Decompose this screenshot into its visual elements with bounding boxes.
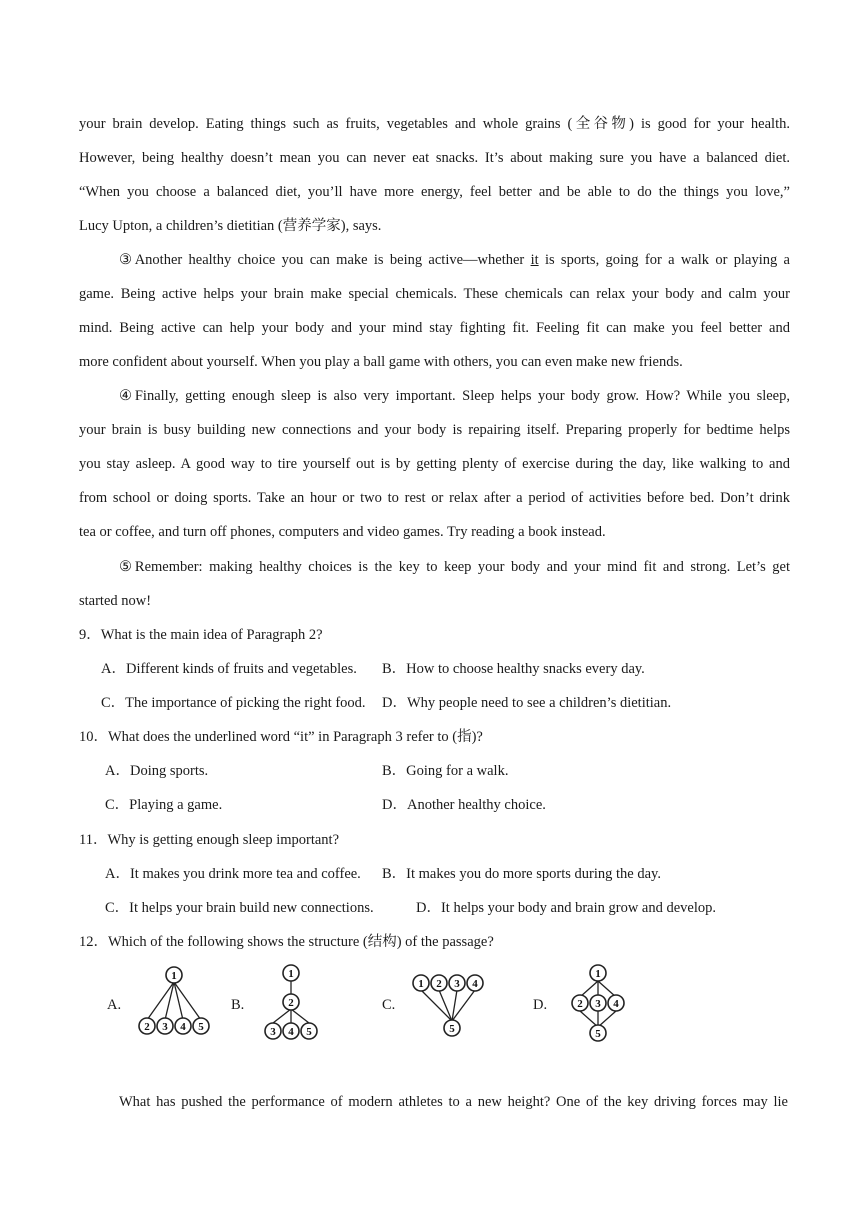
svg-text:5: 5 — [595, 1028, 601, 1040]
paragraph-4-line: ④Finally, getting enough sleep is also very important. Sleep helps your body grow. How? While you sleep, — [119, 388, 790, 404]
question-12-option-b-label[interactable]: B. — [231, 997, 245, 1013]
svg-text:1: 1 — [418, 978, 424, 990]
svg-text:5: 5 — [449, 1023, 455, 1035]
svg-text:2: 2 — [436, 978, 442, 990]
paragraph-3-text: is sports, going for a walk or playing a — [538, 252, 790, 268]
diagram-connector — [273, 1009, 291, 1023]
diagram-node — [193, 1018, 209, 1034]
structure-diagram-d[interactable] — [560, 958, 650, 1048]
diagram-connector — [452, 990, 475, 1021]
diagram-connector — [439, 990, 452, 1021]
question-10-option-c[interactable]: C．Playing a game. — [105, 797, 223, 813]
diagram-node — [265, 1023, 281, 1039]
paragraph-4-line: your brain is busy building new connections and your body is repairing itself. Preparing properly for bedtime helps — [79, 422, 790, 438]
diagram-node — [157, 1018, 173, 1034]
paragraph-5-line: ⑤Remember: making healthy choices is the key to keep your body and your mind fit and strong. Let’s get — [119, 559, 790, 575]
paragraph-3-line — [119, 250, 790, 270]
paragraph-2-line: “When you choose a balanced diet, you’ll have more energy, feel better and be able to do the things you love,” — [79, 184, 790, 200]
diagram-node — [166, 967, 182, 983]
diagram-node — [590, 995, 606, 1011]
svg-text:4: 4 — [613, 998, 619, 1010]
diagram-node — [413, 975, 429, 991]
diagram-node — [139, 1018, 155, 1034]
svg-text:1: 1 — [171, 970, 177, 982]
diagram-node — [175, 1018, 191, 1034]
paragraph-4-line: from school or doing sports. Take an hour or two to rest or relax after a period of activities before bed. Don’t drink — [79, 490, 790, 506]
diagram-connector — [598, 981, 616, 997]
question-9-option-c[interactable]: C．The importance of picking the right food. — [101, 695, 366, 711]
svg-text:1: 1 — [595, 968, 601, 980]
question-11-option-a[interactable]: A．It makes you drink more tea and coffee. — [105, 866, 361, 882]
paragraph-2-line: However, being healthy doesn’t mean you can never eat snacks. It’s about making sure you have a balanced diet. — [79, 150, 790, 166]
svg-text:5: 5 — [306, 1026, 312, 1038]
svg-text:2: 2 — [144, 1021, 150, 1033]
question-10-option-a[interactable]: A．Doing sports. — [105, 763, 209, 779]
svg-text:3: 3 — [162, 1021, 168, 1033]
svg-text:4: 4 — [288, 1026, 294, 1038]
svg-text:1: 1 — [288, 968, 294, 980]
diagram-connector — [580, 981, 598, 997]
diagram-connector — [291, 1009, 309, 1023]
svg-text:3: 3 — [270, 1026, 276, 1038]
diagram-connector — [421, 990, 452, 1021]
svg-text:3: 3 — [454, 978, 460, 990]
diagram-node — [572, 995, 588, 1011]
question-10-stem: 10．What does the underlined word “it” in Paragraph 3 refer to (指)? — [79, 729, 483, 745]
structure-diagram-a[interactable] — [128, 965, 228, 1045]
svg-text:4: 4 — [180, 1021, 186, 1033]
diagram-connector — [580, 1011, 598, 1027]
diagram-node — [283, 994, 299, 1010]
svg-text:2: 2 — [288, 997, 294, 1009]
underlined-word-it: it — [530, 252, 539, 268]
question-10-option-b[interactable]: B．Going for a walk. — [382, 763, 509, 779]
diagram-node — [590, 1025, 606, 1041]
diagram-node — [467, 975, 483, 991]
paragraph-3-line: game. Being active helps your brain make special chemicals. These chemicals can relax your body and calm your — [79, 286, 790, 302]
question-11-option-c[interactable]: C．It helps your brain build new connections. — [105, 900, 374, 916]
diagram-node — [444, 1020, 460, 1036]
paragraph-4-line: tea or coffee, and turn off phones, computers and video games. Try reading a book instead. — [79, 524, 606, 540]
diagram-node — [283, 1023, 299, 1039]
paragraph-3-line: more confident about yourself. When you play a ball game with others, you can even make new friends. — [79, 354, 683, 370]
svg-text:2: 2 — [577, 998, 583, 1010]
paragraph-2-line: your brain develop. Eating things such as fruits, vegetables and whole grains (全谷物) is good for your health. — [79, 116, 790, 132]
diagram-connector — [598, 1011, 616, 1027]
diagram-node — [608, 995, 624, 1011]
svg-text:5: 5 — [198, 1021, 204, 1033]
question-9-option-a[interactable]: A．Different kinds of fruits and vegetables. — [101, 661, 357, 677]
question-11-option-b[interactable]: B．It makes you do more sports during the day. — [382, 866, 661, 882]
question-12-option-c-label[interactable]: C. — [382, 997, 396, 1013]
diagram-node — [301, 1023, 317, 1039]
paragraph-5-line: started now! — [79, 593, 152, 609]
structure-diagram-c[interactable] — [404, 968, 504, 1048]
paragraph-4-line: you stay asleep. A good way to tire yourself out is by getting plenty of exercise during the day, like walking to and — [79, 456, 790, 472]
diagram-node — [431, 975, 447, 991]
diagram-node — [449, 975, 465, 991]
diagram-node — [590, 965, 606, 981]
question-10-option-d[interactable]: D．Another healthy choice. — [382, 797, 546, 813]
paragraph-3-text: ③Another healthy choice you can make is being active—whether — [119, 252, 531, 268]
question-9-option-b[interactable]: B．How to choose healthy snacks every day. — [382, 661, 645, 677]
question-9-stem: 9．What is the main idea of Paragraph 2? — [79, 627, 323, 643]
svg-text:3: 3 — [595, 998, 601, 1010]
question-11-stem: 11．Why is getting enough sleep important? — [79, 832, 340, 848]
next-passage-line: What has pushed the performance of modern athletes to a new height? One of the key driving forces may lie — [119, 1094, 788, 1110]
question-11-option-d[interactable]: D．It helps your body and brain grow and develop. — [416, 900, 717, 916]
svg-text:4: 4 — [472, 978, 478, 990]
structure-diagram-b[interactable] — [252, 958, 342, 1048]
question-9-option-d[interactable]: D．Why people need to see a children’s dietitian. — [382, 695, 672, 711]
paragraph-2-line: Lucy Upton, a children’s dietitian (营养学家), says. — [79, 218, 382, 234]
question-12-option-d-label[interactable]: D. — [533, 997, 548, 1013]
diagram-node — [283, 965, 299, 981]
question-12-stem: 12．Which of the following shows the structure (结构) of the passage? — [79, 934, 494, 950]
question-12-option-a-label[interactable]: A. — [107, 997, 122, 1013]
paragraph-3-line: mind. Being active can help your body and your mind stay fighting fit. Feeling fit can make you feel better and — [79, 320, 790, 336]
